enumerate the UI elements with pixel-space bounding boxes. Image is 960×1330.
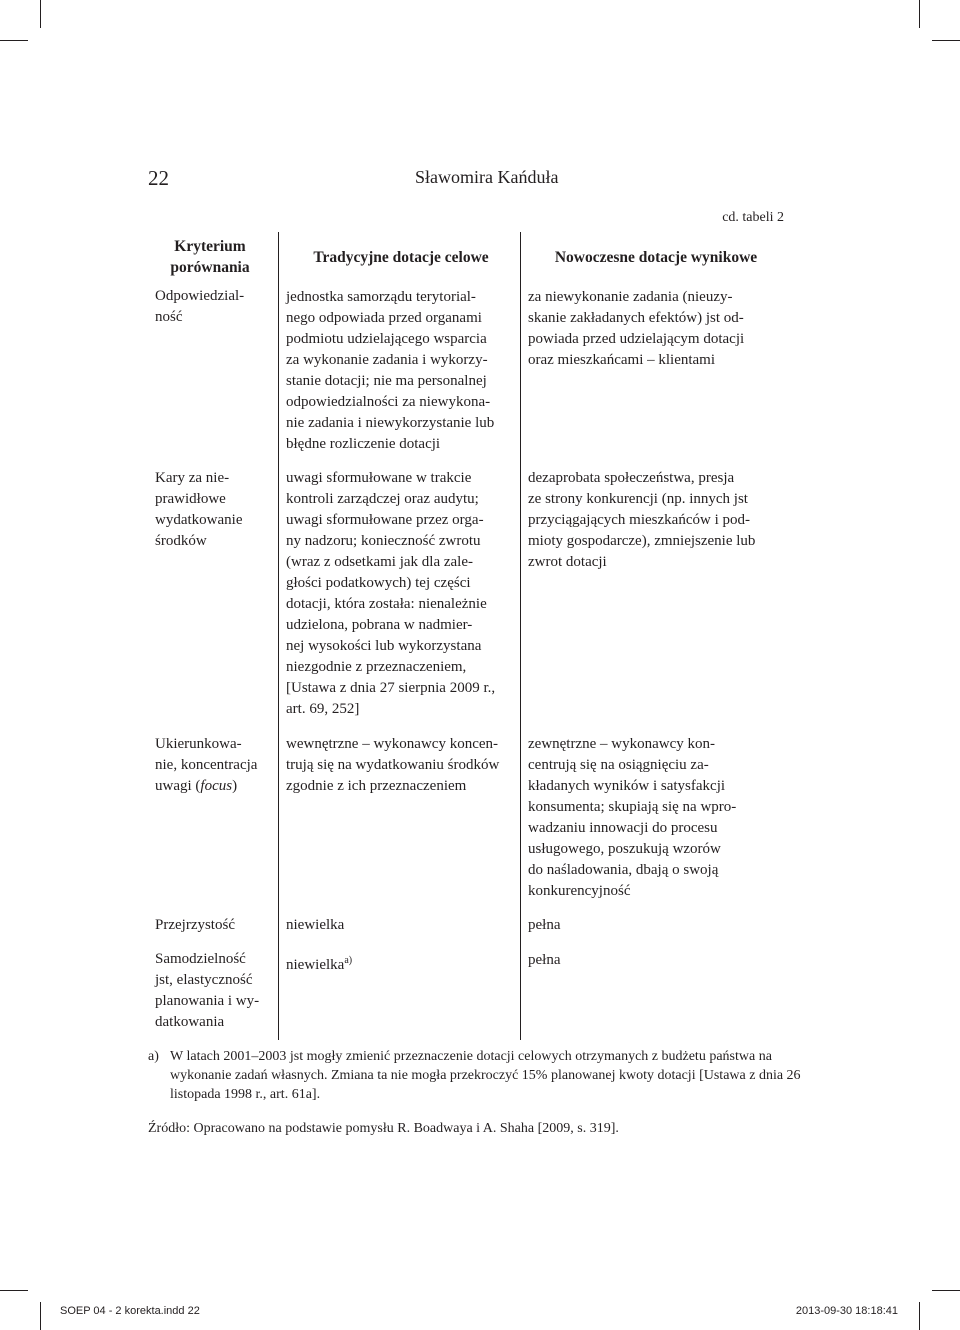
cell-line: (wraz z odsetkami jak dla zale- [286,554,473,570]
cell-line: jednostka samorządu terytorial- [286,289,476,305]
cell-line: nego odpowiada przed organami [286,310,482,326]
cell-line: usługowego, poszukują wzorów [528,841,721,857]
cell-line: centrują się na osiągnięciu za- [528,757,709,773]
crop-mark [0,40,28,41]
header-criterion-line: Kryterium [174,238,246,255]
print-slug-file: SOEP 04 - 2 korekta.indd 22 [60,1305,200,1317]
running-header-author: Sławomira Kańduła [415,167,559,187]
cell-line: dezaprobata społeczeństwa, presja [528,470,735,486]
crop-mark [932,40,960,41]
crop-mark [0,1290,28,1291]
cell-line: środków [155,533,207,549]
column-divider [278,232,279,1040]
cell-line: datkowania [155,1014,225,1030]
cell-line: zewnętrzne – wykonawcy kon- [528,736,716,752]
cell-line: wewnętrzne – wykonawcy koncen- [286,736,498,752]
table-source: Źródło: Opracowano na podstawie pomysłu R. Boadwaya i A. Shaha [2009, s. 319]. [148,1121,619,1136]
row-transparency-modern: pełna [528,917,561,933]
cell-line: kładanych wyników i satysfakcji [528,778,726,794]
cell-line: kontroli zarządczej oraz audytu; [286,491,479,507]
table-continuation-label: cd. tabeli 2 [722,210,784,225]
cell-line: planowania i wy- [155,993,260,1009]
cell-line: dotacji, która została: nienależnie [286,596,487,612]
crop-mark [932,1290,960,1291]
row-autonomy-criterion [155,949,275,1033]
page-number: 22 [148,166,169,190]
row-autonomy-modern: pełna [528,952,561,968]
cell-line: prawidłowe [155,491,226,507]
cell-line: konsumenta; skupiają się na wpro- [528,799,737,815]
cell-line: Kary za nie- [155,470,230,486]
cell-line: za niewykonanie zadania (nieuzy- [528,289,733,305]
cell-line: głości podatkowych) tej części [286,575,471,591]
cell-line: zwrot dotacji [528,554,607,570]
cell-line: ze strony konkurencji (np. innych jst [528,491,748,507]
cell-line: przyciągających mieszkańców i pod- [528,512,750,528]
cell-line: ność [155,309,183,325]
cell-line: Ukierunkowa- [155,736,242,752]
cell-line: nie, koncentracja [155,757,258,773]
cell-line: uwagi (focus) [155,778,238,794]
cell-line: jst, elastyczność [155,972,253,988]
footnote-label: a) [148,1049,159,1064]
cell-line: powiada przed udzielającym dotacji [528,331,745,347]
cell-line: odpowiedzialności za niewykona- [286,394,491,410]
cell-line: art. 69, 252] [286,701,360,717]
footnote-text: W latach 2001–2003 jst mogły zmienić przeznaczenie dotacji celowych otrzymanych z budżetu państwa na wykonanie zadań własnych. Zmiana ta nie mogła przekroczyć 15% planowanej kwoty dotacji [Ustawa z dnia 26 listopada 1998 r., art. 61a]. [170,1049,801,1102]
cell-line: udzielona, pobrana w nadmier- [286,617,473,633]
cell-line: trują się na wydatkowaniu środków [286,757,500,773]
row-responsibility-traditional [286,287,518,455]
cell-line: skanie zakładanych efektów) jst od- [528,310,744,326]
row-penalties-modern [528,468,784,573]
footnote-marker: a) [344,955,353,966]
crop-mark [40,1302,41,1330]
cell-line: podmiotu udzielającego wsparcia [286,331,487,347]
cell-line: uwagi sformułowane przez orga- [286,512,484,528]
header-criterion-line: porównania [170,259,250,276]
crop-mark [919,1302,920,1330]
cell-line: wadzaniu innowacji do procesu [528,820,718,836]
cell-line: nie zadania i niewykorzystanie lub [286,415,495,431]
crop-mark [919,0,920,28]
cell-line: wydatkowanie [155,512,243,528]
column-divider [520,232,521,1040]
cell-line: uwagi sformułowane w trakcie [286,470,472,486]
cell-line: nej wysokości lub wykorzystana [286,638,482,654]
table-footnote [148,1047,808,1104]
cell-line: konkurencyjność [528,883,631,899]
cell-line: oraz mieszkańcami – klientami [528,352,716,368]
row-penalties-criterion [155,468,273,552]
cell-line: za wykonanie zadania i wykorzy- [286,352,488,368]
header-modern: Nowoczesne dotacje wynikowe [554,249,758,266]
header-traditional: Tradycyjne dotacje celowe [313,249,489,266]
cell-line: niewielka [286,957,345,973]
row-focus-traditional [286,734,520,797]
row-focus-criterion [155,734,275,797]
cell-line: Odpowiedzial- [155,288,245,304]
crop-mark [40,0,41,28]
cell-line: błędne rozliczenie dotacji [286,436,441,452]
row-autonomy-traditional [286,950,518,976]
cell-line: Przejrzystość [155,917,235,933]
cell-line: [Ustawa z dnia 27 sierpnia 2009 r., [286,680,496,696]
row-transparency-criterion [155,915,275,936]
cell-line: ny nadzoru; konieczność zwrotu [286,533,481,549]
row-responsibility-criterion [155,286,273,328]
cell-line: mioty gospodarcze), zmniejszenie lub [528,533,756,549]
cell-line: Samodzielność [155,951,246,967]
row-responsibility-modern [528,287,784,371]
print-slug-timestamp: 2013-09-30 18:18:41 [795,1305,898,1317]
row-penalties-traditional [286,468,518,720]
cell-line: niezgodnie z przeznaczeniem, [286,659,467,675]
header-criterion [148,236,272,278]
row-focus-modern [528,734,778,902]
cell-line: stanie dotacji; nie ma personalnej [286,373,487,389]
cell-line: do naśladowania, dbają o swoją [528,862,719,878]
cell-line: zgodnie z ich przeznaczeniem [286,778,467,794]
row-transparency-traditional: niewielka [286,917,345,933]
